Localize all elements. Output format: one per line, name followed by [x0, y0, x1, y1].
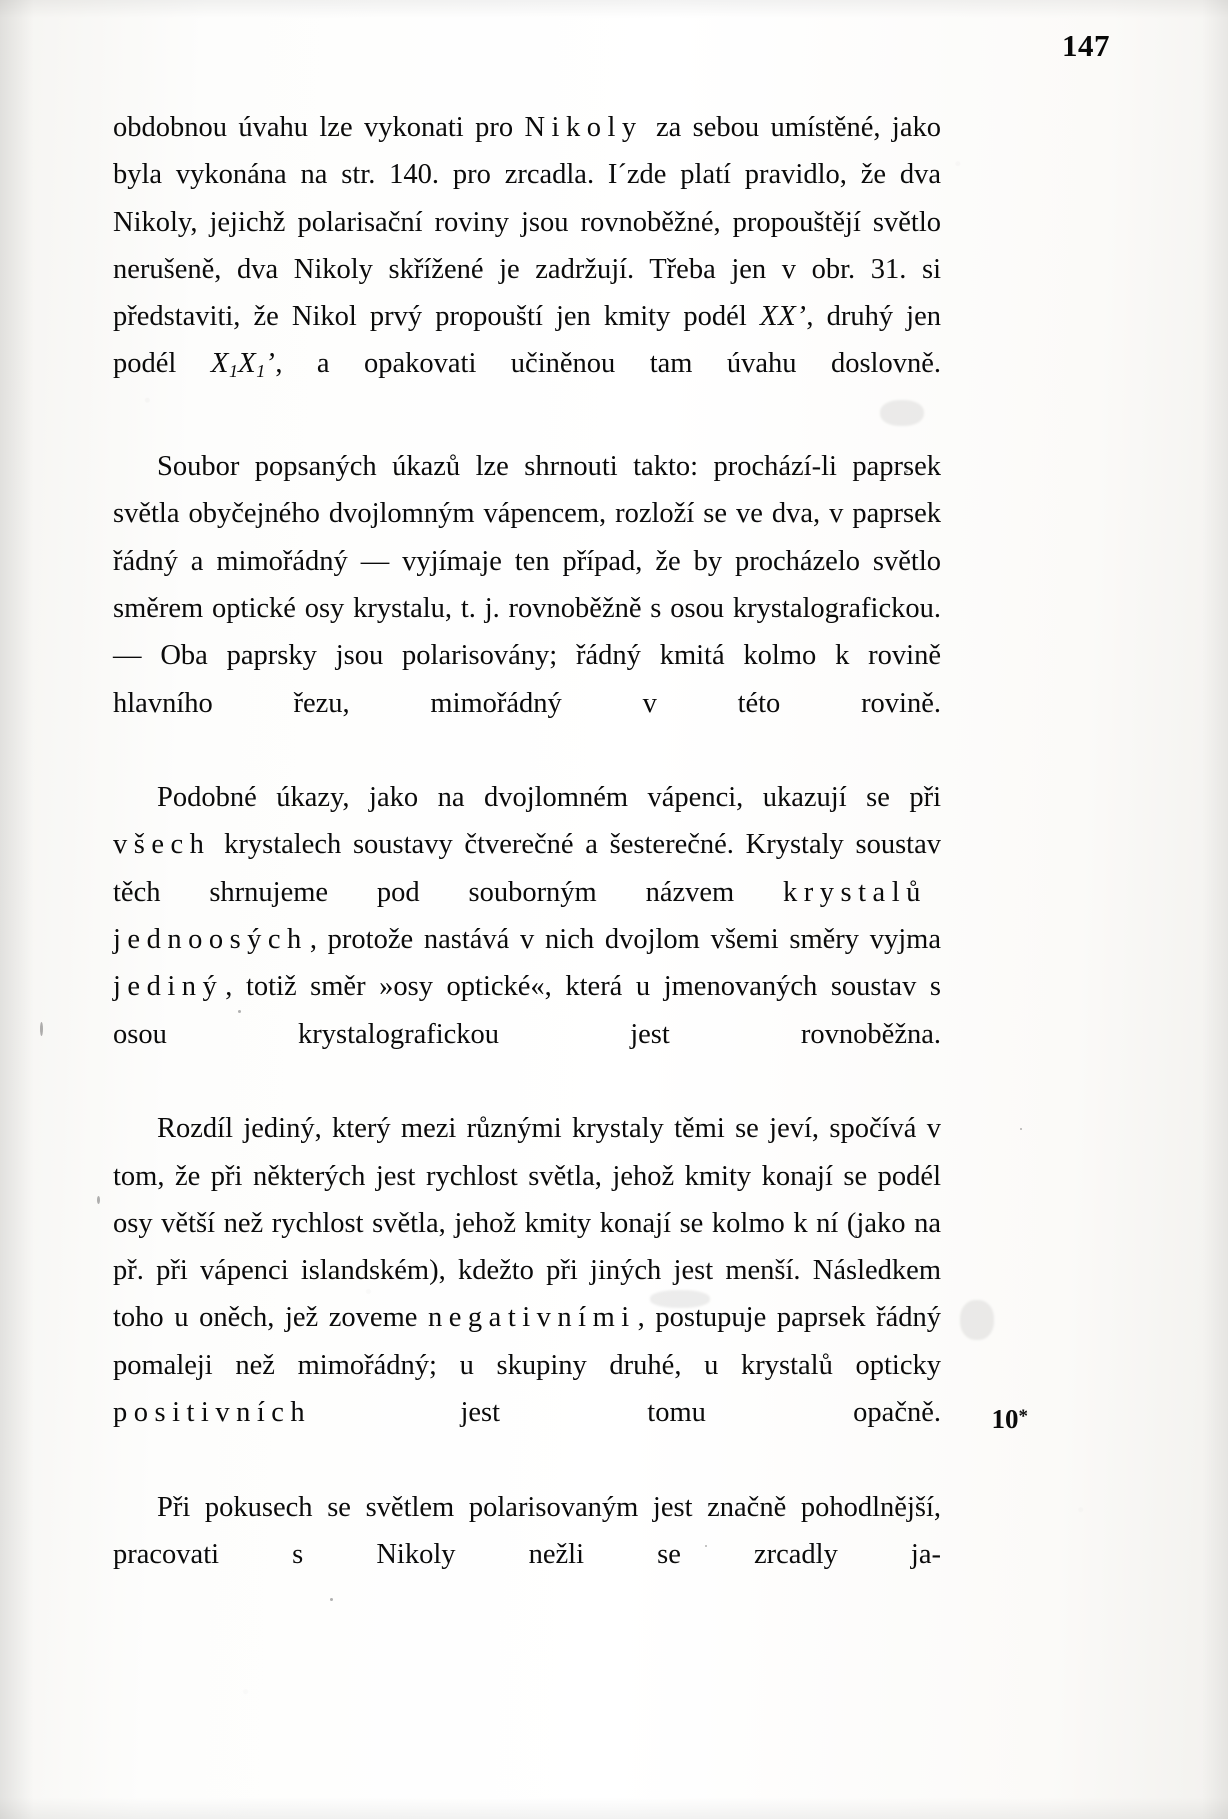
scan-speck — [40, 1022, 43, 1036]
paragraph-5: Při pokusech se světlem polarisovaným jest značně pohodlnější, pracovati s Nikoly nežli se zrcadly ja- — [113, 1491, 941, 1570]
signature-number: 10 — [991, 1404, 1019, 1434]
scan-smudge — [960, 1300, 994, 1340]
emphasis-spaced-jediny: jediný — [113, 971, 224, 1003]
signature-mark — [992, 1404, 1029, 1435]
math-variable-xx-prime: XX’ — [759, 300, 807, 333]
emphasis-spaced-negativnimi: negativními — [428, 1302, 636, 1334]
paragraph-3: Podobné úkazy, jako na dvojlomném vápenci, ukazují se při všech krystalech soustavy čtverečné a šesterečné. Krystaly soustav těch shrnujeme pod souborným názvem krystalů jednoosých, protože nastává v nich dvojlom všemi směry vyjma jediný, totiž směr »osy optické«, která u jmenovaných soustav s osou krystalografickou jest rovnoběžna. — [113, 782, 941, 1050]
scan-speck — [1020, 1128, 1022, 1130]
paragraph-1: obdobnou úvahu lze vykonati pro Nikoly za sebou umístěné, jako byla vykonána na str. 140. pro zrcadla. I´zde platí pravidlo, že dva Nikoly, jejichž polarisační roviny jsou rovnoběžné, propouštějí světlo nerušeně, dva Nikoly skřížené je zadržují. Třeba jen v obr. 31. si představiti, že Nikol prvý propouští jen kmity podél XX’, druhý jen podél $X_1X_1$’, a opakovati učiněnou tam úvahu doslovně. — [113, 112, 941, 382]
right-edge-shadow — [1202, 0, 1228, 1819]
emphasis-spaced-nikoly: Nikoly — [524, 112, 643, 143]
emphasis-spaced-vsech: všech — [113, 829, 211, 861]
math-variable-x1x1-prime: $X_1X_1$’ — [210, 347, 276, 382]
emphasis-spaced-krystalu-jednoosych: krystalů jednoosých — [113, 876, 941, 956]
signature-asterisk: * — [1018, 1406, 1028, 1427]
body-text-column — [113, 104, 941, 1626]
paragraph-4: Rozdíl jediný, který mezi různými krystaly těmi se jeví, spočívá v tom, že při některých jest rychlost světla, jehož kmity konají se podél osy větší než rychlost světla, jehož kmity konají se kolmo k ní (jako na př. při vápenci islandském), kdežto při jiných jest menší. Následkem toho u oněch, jež zoveme negativními, postupuje paprsek řádný pomaleji než mimořádný; u skupiny druhé, u krystalů opticky positivních jest tomu opačně. — [113, 1113, 941, 1429]
page-number: 147 — [1062, 28, 1110, 63]
top-edge-shadow — [0, 0, 1228, 18]
emphasis-spaced-positivnich: positivních — [113, 1397, 312, 1429]
paragraph-2: Soubor popsaných úkazů lze shrnouti takto: prochází-li paprsek světla obyčejného dvojlomným vápencem, rozloží se ve dva, v paprsek řádný a mimořádný — vyjímaje ten případ, že by procházelo světlo směrem optické osy krystalu, t. j. rovnoběžně s osou krystalografickou. — Oba paprsky jsou polarisovány; řádný kmitá kolmo k rovině hlavního řezu, mimořádný v této rovině. — [113, 451, 941, 719]
bottom-edge-shadow — [0, 1797, 1228, 1819]
left-gutter-shadow — [0, 0, 34, 1819]
scan-speck — [97, 1196, 100, 1204]
